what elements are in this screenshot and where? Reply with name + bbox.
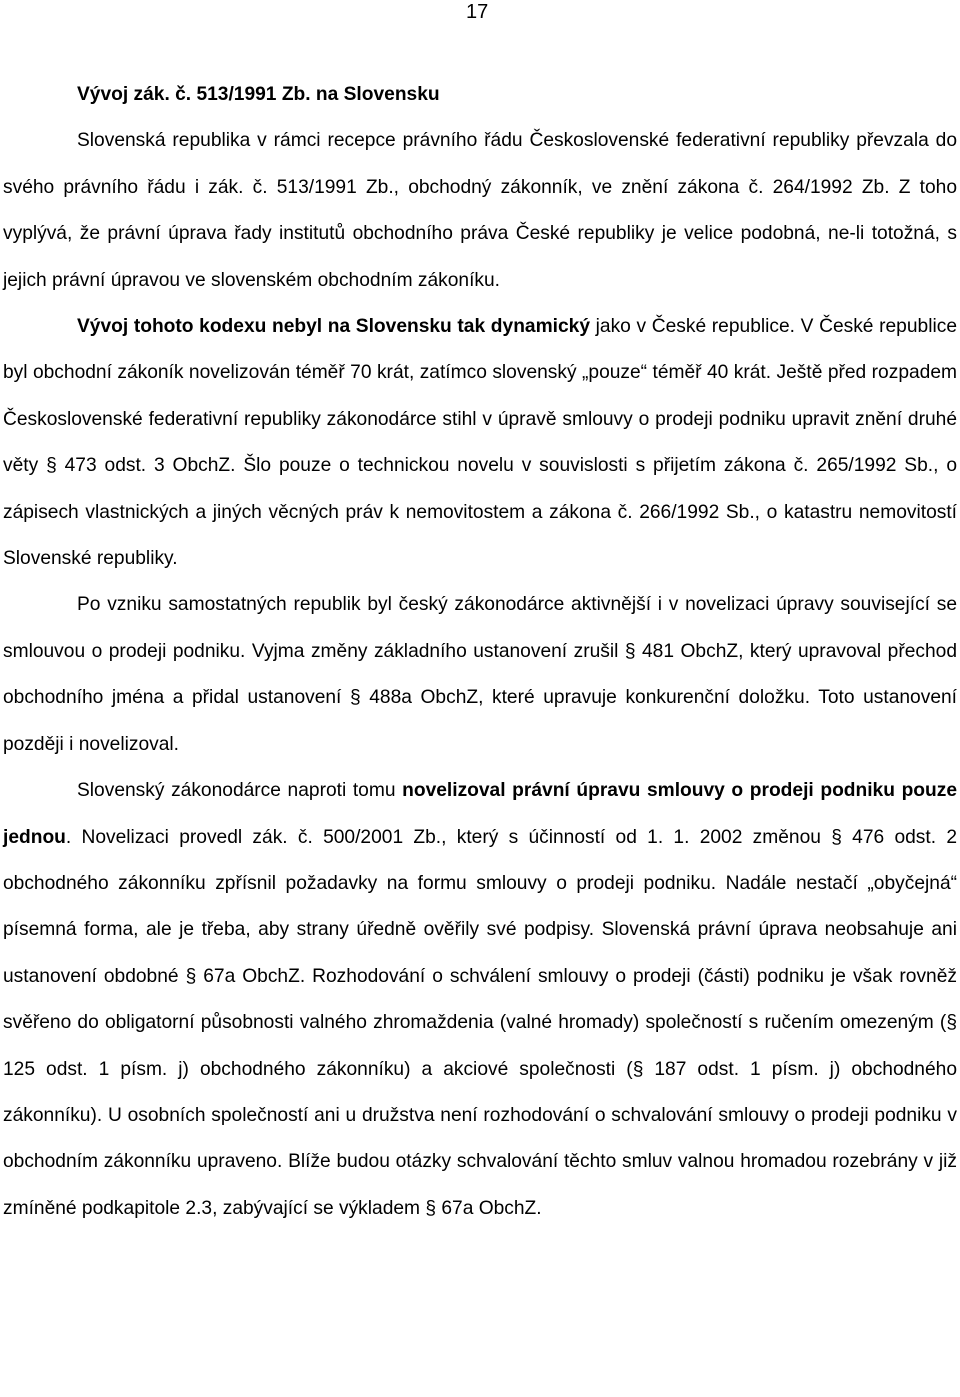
document-body [3, 72, 957, 1232]
paragraph-2 [3, 304, 957, 582]
paragraph-3: Po vzniku samostatných republik byl český zákonodárce aktivnější i v novelizaci úpravy související se smlouvou o prodeji podniku. Vyjma změny základního ustanovení zrušil § 481 ObchZ, který upravoval přechod obchodního jména a přidal ustanovení § 488a ObchZ, které upravuje konkurenční doložku. Toto ustanovení později i novelizoval. [3, 594, 957, 755]
paragraph-4-lead: Slovenský zákonodárce naproti tomu [77, 780, 403, 802]
paragraph-4-emphasis: novelizoval právní úpravu smlouvy o prodeji podniku pouze jednou [3, 780, 957, 848]
paragraph-4-text: . Novelizaci provedl zák. č. 500/2001 Zb., který s účinností od 1. 1. 2002 změnou § 476 odst. 2 obchodného zákonníku zpřísnil požadavky na formu smlouvy o prodeji podniku. Nadále nestačí „obyčejná“ písemná forma, ale je třeba, aby strany úředně ověřily své podpisy. Slovenská právní úprava neobsahuje ani ustanovení obdobné § 67a ObchZ. Rozhodování o schválení smlouvy o prodeji (části) podniku je však rovněž svěřeno do obligatorní působnosti valného zhromaždenia (valné hromady) společností s ručením omezeným (§ 125 odst. 1 písm. j) obchodného zákonníku) a akciové společnosti (§ 187 odst. 1 písm. j) obchodného zákonníku). U osobních společností ani u družstva není rozhodování o schvalování smlouvy o prodeji podniku v obchodním zákonníku upraveno. Blíže budou otázky schvalování těchto smluv valnou hromadou rozebrány v již zmíněné podkapitole 2.3, zabývající se výkladem § 67a ObchZ. [3, 826, 957, 1219]
paragraph-2-text: jako v České republice. V České republice byl obchodní zákoník novelizován téměř 70 krát, zatímco slovenský „pouze“ téměř 40 krát. Ještě před rozpadem Československé federativní republiky zákonodárce stihl v úpravě smlouvy o prodeji podniku upravit znění druhé věty § 473 odst. 3 ObchZ. Šlo pouze o technickou novelu v souvislosti s přijetím zákona č. 265/1992 Sb., o zápisech vlastnických a jiných věcných práv k nemovitostem a zákona č. 266/1992 Sb., o katastru nemovitostí Slovenské republiky. [3, 316, 957, 570]
paragraph-1: Slovenská republika v rámci recepce právního řádu Československé federativní republiky převzala do svého právního řádu i zák. č. 513/1991 Zb., obchodný zákonník, ve znění zákona č. 264/1992 Zb. Z toho vyplývá, že právní úprava řady institutů obchodního práva České republiky je velice podobná, ne-li totožná, s jejich právní úpravou ve slovenském obchodním zákoníku. [3, 130, 957, 291]
page-number: 17 [466, 1, 489, 23]
section-heading: Vývoj zák. č. 513/1991 Zb. na Slovensku [77, 84, 440, 105]
paragraph-2-emphasis: Vývoj tohoto kodexu nebyl na Slovensku tak dynamický [77, 316, 590, 338]
paragraph-4 [3, 768, 957, 1232]
